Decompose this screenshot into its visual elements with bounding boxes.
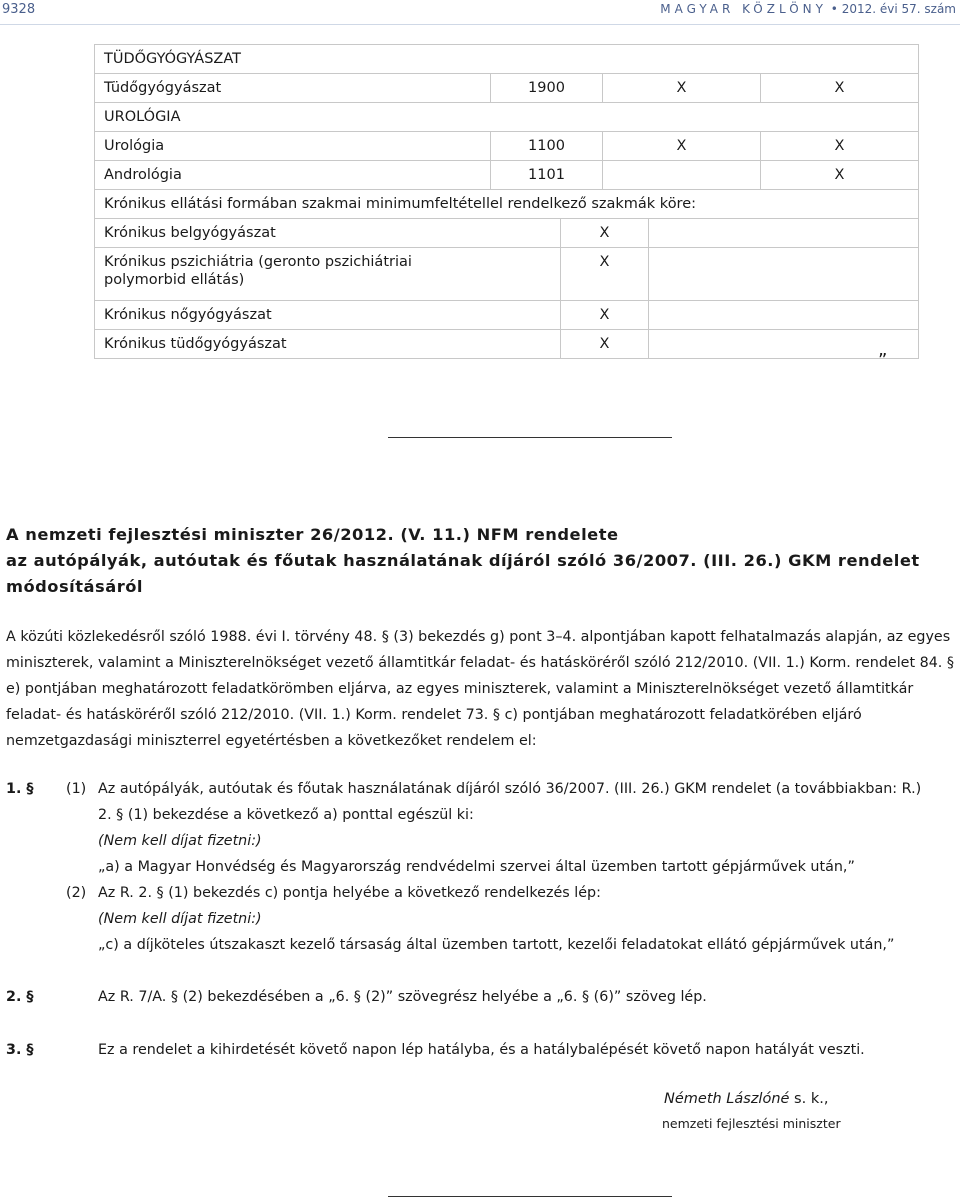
chronic-specialty-name: Krónikus belgyógyászat [95, 219, 561, 248]
signer-title: nemzeti fejlesztési miniszter [662, 1116, 841, 1131]
title-line: módosításáról [6, 577, 144, 596]
preamble-line: feladat- és hatásköréről szóló 212/2010. (VII. 1.) Korm. rendelet 73. § c) pontjában meghatározott feladatkörében eljáró [6, 707, 862, 723]
chronic-mark: X [561, 330, 649, 359]
specialty-table [94, 44, 919, 219]
chronic-specialty-name: Krónikus nőgyógyászat [95, 301, 561, 330]
gazette-name: MAGYAR KÖZLÖNY [660, 2, 827, 16]
empty-cell [649, 301, 919, 330]
table-row [95, 330, 919, 359]
mark-cell: X [603, 74, 761, 103]
label-line: Krónikus pszichiátria (geronto pszichiátriai [104, 254, 412, 270]
empty-cell [649, 219, 919, 248]
preamble-line: nemzetgazdasági miniszterrel egyetértésben a következőket rendelem el: [6, 733, 537, 749]
section-number: 1. § [6, 781, 34, 797]
table-row [95, 45, 919, 74]
specialty-name: Andrológia [95, 161, 491, 190]
table-row [95, 219, 919, 248]
closing-quote: ” [878, 350, 888, 371]
paragraph-text: Az autópályák, autóutak és főutak használatának díjáról szóló 36/2007. (III. 26.) GKM rendelet (a továbbiakban: R.) [98, 781, 922, 797]
mark-cell: X [761, 161, 919, 190]
specialty-name: Urológia [95, 132, 491, 161]
table-row [95, 161, 919, 190]
table-row [95, 103, 919, 132]
paragraph-text: Az R. 7/A. § (2) bekezdésében a „6. § (2)” szövegrész helyébe a „6. § (6)” szöveg lép. [98, 989, 707, 1005]
gazette-title: MAGYAR KÖZLÖNY • 2012. évi 57. szám [660, 2, 956, 16]
specialty-code: 1101 [491, 161, 603, 190]
title-line: az autópályák, autóutak és főutak használatának díjáról szóló 36/2007. (III. 26.) GKM rendelet [6, 551, 920, 570]
section-heading: Krónikus ellátási formában szakmai minimumfeltétellel rendelkező szakmák köre: [95, 190, 919, 219]
empty-cell [649, 248, 919, 301]
signer-name: Németh Lászlóné [664, 1091, 790, 1107]
paragraph-number: (2) [66, 885, 87, 901]
table-row [95, 248, 919, 301]
table-row [95, 132, 919, 161]
paragraph-text: Ez a rendelet a kihirdetését követő napon lép hatályba, és a hatálybalépését követő napon hatályát veszti. [98, 1042, 865, 1058]
decree-title [6, 522, 946, 600]
preamble-line: miniszterek, valamint a Miniszterelnökséget vezető államtitkár feladat- és hatásköréről szóló 212/2010. (VII. 1.) Korm. rendelet 84. § [6, 655, 955, 671]
chronic-specialty-name [95, 248, 561, 301]
table-row [95, 74, 919, 103]
section-heading: UROLÓGIA [95, 103, 919, 132]
mark-cell: X [761, 132, 919, 161]
mark-cell: X [761, 74, 919, 103]
preamble-line: A közúti közlekedésről szóló 1988. évi I. törvény 48. § (3) bekezdés g) pont 3–4. alpontjában kapott felhatalmazás alapján, az egyes [6, 629, 951, 645]
label-line: polymorbid ellátás) [104, 272, 245, 288]
signer-suffix: s. k., [789, 1091, 829, 1107]
divider [388, 1196, 672, 1197]
paragraph-note: (Nem kell díjat fizetni:) [98, 911, 262, 927]
paragraph-text: „c) a díjköteles útszakaszt kezelő társaság által üzemben tartott, kezelői feladatokat ellátó gépjárművek után,” [98, 937, 895, 953]
table-row [95, 190, 919, 219]
title-line: A nemzeti fejlesztési miniszter 26/2012. (V. 11.) NFM rendelete [6, 525, 619, 544]
page-header [0, 0, 960, 25]
paragraph-text: 2. § (1) bekezdése a következő a) ponttal egészül ki: [98, 807, 474, 823]
chronic-specialty-name: Krónikus tüdőgyógyászat [95, 330, 561, 359]
paragraph-note: (Nem kell díjat fizetni:) [98, 833, 262, 849]
chronic-mark: X [561, 219, 649, 248]
page-number: 9328 [2, 2, 36, 17]
preamble-line: e) pontjában meghatározott feladatkörömben eljárva, az egyes miniszterek, valamint a Miniszterelnökséget vezető államtitkár [6, 681, 914, 697]
chronic-mark: X [561, 301, 649, 330]
section-number: 2. § [6, 989, 34, 1005]
section-heading: TÜDŐGYÓGYÁSZAT [95, 45, 919, 74]
paragraph-text: Az R. 2. § (1) bekezdés c) pontja helyébe a következő rendelkezés lép: [98, 885, 601, 901]
divider [388, 437, 672, 438]
paragraph-number: (1) [66, 781, 87, 797]
paragraph-text: „a) a Magyar Honvédség és Magyarország rendvédelmi szervei által üzemben tartott gépjárművek után,” [98, 859, 855, 875]
mark-cell: X [603, 132, 761, 161]
chronic-table [94, 218, 919, 359]
mark-cell [603, 161, 761, 190]
issue-label: 2012. évi 57. szám [841, 2, 956, 16]
specialty-code: 1900 [491, 74, 603, 103]
signature-line [664, 1091, 828, 1107]
specialty-code: 1100 [491, 132, 603, 161]
section-number: 3. § [6, 1042, 34, 1058]
preamble [6, 624, 956, 754]
chronic-mark: X [561, 248, 649, 301]
specialty-name: Tüdőgyógyászat [95, 74, 491, 103]
table-row [95, 301, 919, 330]
